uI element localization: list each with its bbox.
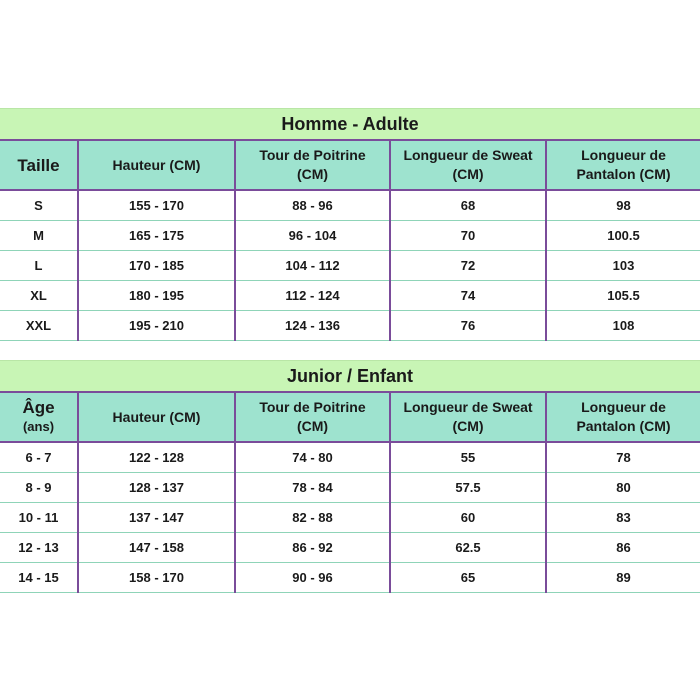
junior-table-row: [0, 473, 700, 503]
junior-header-chest-line2: (CM): [296, 418, 329, 434]
junior-header-pants-line1: Longueur de: [581, 399, 666, 415]
adult-header-row: [0, 140, 700, 190]
adult-cell-sweat-length: 68: [390, 190, 546, 221]
adult-cell-height: 195 - 210: [78, 311, 235, 341]
junior-cell-sweat-length: 55: [390, 442, 546, 473]
junior-cell-height: 128 - 137: [78, 473, 235, 503]
adult-cell-size: S: [0, 190, 78, 221]
adult-cell-sweat-length: 70: [390, 221, 546, 251]
adult-cell-chest: 88 - 96: [235, 190, 390, 221]
adult-cell-height: 180 - 195: [78, 281, 235, 311]
adult-header-chest-line2: (CM): [296, 166, 329, 182]
adult-cell-height: 155 - 170: [78, 190, 235, 221]
adult-header-pants-line2: Pantalon (CM): [576, 166, 671, 182]
adult-header-sweat-line1: Longueur de Sweat: [403, 147, 533, 163]
adult-cell-sweat-length: 76: [390, 311, 546, 341]
adult-header-chest-line1: Tour de Poitrine: [259, 147, 366, 163]
junior-cell-sweat-length: 65: [390, 563, 546, 593]
junior-cell-pants-length: 86: [546, 533, 700, 563]
junior-cell-height: 122 - 128: [78, 442, 235, 473]
junior-cell-chest: 82 - 88: [235, 503, 390, 533]
adult-cell-chest: 112 - 124: [235, 281, 390, 311]
junior-header-sweat-line1: Longueur de Sweat: [403, 399, 533, 415]
junior-header-chest: [235, 392, 390, 442]
junior-header-chest-line1: Tour de Poitrine: [259, 399, 366, 415]
junior-table-row: [0, 442, 700, 473]
junior-chart-title: Junior / Enfant: [0, 360, 700, 391]
adult-cell-chest: 104 - 112: [235, 251, 390, 281]
junior-cell-sweat-length: 60: [390, 503, 546, 533]
junior-cell-age: 6 - 7: [0, 442, 78, 473]
adult-cell-pants-length: 100.5: [546, 221, 700, 251]
adult-header-pants-line1: Longueur de: [581, 147, 666, 163]
junior-size-chart: [0, 360, 700, 593]
junior-cell-sweat-length: 62.5: [390, 533, 546, 563]
adult-cell-chest: 124 - 136: [235, 311, 390, 341]
adult-size-table: [0, 139, 700, 341]
adult-header-sweat-length: [390, 140, 546, 190]
adult-cell-size: L: [0, 251, 78, 281]
adult-cell-size: XXL: [0, 311, 78, 341]
adult-header-pants-length: [546, 140, 700, 190]
junior-table-row: [0, 533, 700, 563]
junior-cell-pants-length: 78: [546, 442, 700, 473]
junior-cell-age: 8 - 9: [0, 473, 78, 503]
junior-cell-pants-length: 83: [546, 503, 700, 533]
adult-cell-height: 165 - 175: [78, 221, 235, 251]
junior-cell-height: 137 - 147: [78, 503, 235, 533]
junior-header-age-line1: Âge: [22, 398, 55, 417]
junior-header-sweat-line2: (CM): [452, 418, 484, 434]
adult-table-row: [0, 281, 700, 311]
adult-header-sweat-line2: (CM): [452, 166, 484, 182]
junior-header-height: Hauteur (CM): [78, 392, 235, 442]
adult-table-row: [0, 221, 700, 251]
junior-cell-chest: 86 - 92: [235, 533, 390, 563]
adult-table-body: [0, 190, 700, 341]
junior-cell-sweat-length: 57.5: [390, 473, 546, 503]
junior-header-sweat-length: [390, 392, 546, 442]
junior-table-row: [0, 563, 700, 593]
junior-header-pants-length: [546, 392, 700, 442]
adult-cell-sweat-length: 72: [390, 251, 546, 281]
adult-cell-size: XL: [0, 281, 78, 311]
junior-header-age-line2: (ans): [22, 419, 55, 434]
adult-table-row: [0, 251, 700, 281]
adult-header-chest: [235, 140, 390, 190]
junior-cell-chest: 78 - 84: [235, 473, 390, 503]
adult-cell-pants-length: 105.5: [546, 281, 700, 311]
adult-cell-height: 170 - 185: [78, 251, 235, 281]
junior-cell-age: 12 - 13: [0, 533, 78, 563]
adult-table-row: [0, 190, 700, 221]
junior-cell-height: 158 - 170: [78, 563, 235, 593]
junior-header-pants-line2: Pantalon (CM): [576, 418, 671, 434]
adult-header-height: Hauteur (CM): [78, 140, 235, 190]
junior-cell-pants-length: 89: [546, 563, 700, 593]
adult-cell-pants-length: 98: [546, 190, 700, 221]
adult-cell-size: M: [0, 221, 78, 251]
adult-table-row: [0, 311, 700, 341]
junior-header-age: [0, 392, 78, 442]
adult-cell-chest: 96 - 104: [235, 221, 390, 251]
junior-cell-height: 147 - 158: [78, 533, 235, 563]
adult-chart-title: Homme - Adulte: [0, 108, 700, 139]
junior-cell-chest: 90 - 96: [235, 563, 390, 593]
junior-cell-age: 10 - 11: [0, 503, 78, 533]
junior-cell-chest: 74 - 80: [235, 442, 390, 473]
junior-table-row: [0, 503, 700, 533]
junior-cell-age: 14 - 15: [0, 563, 78, 593]
junior-header-row: [0, 392, 700, 442]
adult-cell-pants-length: 108: [546, 311, 700, 341]
adult-header-size: Taille: [0, 140, 78, 190]
junior-size-table: [0, 391, 700, 593]
adult-cell-pants-length: 103: [546, 251, 700, 281]
junior-cell-pants-length: 80: [546, 473, 700, 503]
junior-table-body: [0, 442, 700, 593]
adult-cell-sweat-length: 74: [390, 281, 546, 311]
adult-size-chart: [0, 108, 700, 341]
